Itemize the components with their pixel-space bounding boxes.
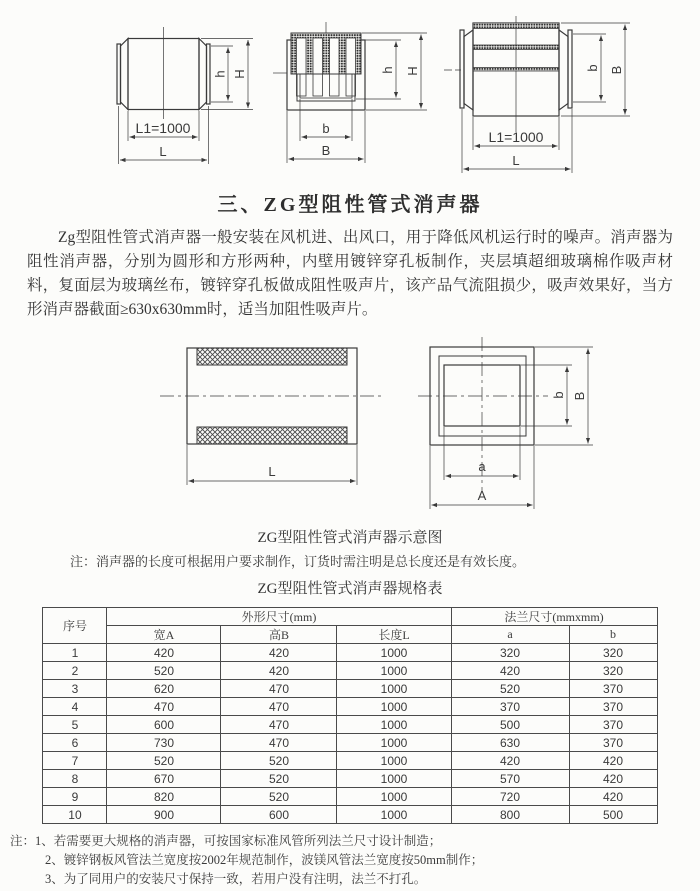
table-cell: 9 xyxy=(43,788,107,806)
table-cell: 1000 xyxy=(337,698,451,716)
table-cell: 730 xyxy=(107,734,221,752)
diagram-note: 注：消声器的长度可根据用户要求制作，订货时需注明是总长度还是有效长度。 xyxy=(70,554,526,569)
table-cell: 420 xyxy=(221,644,337,662)
dim-label-b: b xyxy=(551,391,566,399)
col-group-flange-dims: 法兰尺寸(mmxmm) xyxy=(451,608,657,626)
table-cell: 370 xyxy=(569,698,657,716)
table-row xyxy=(43,644,657,662)
dim-label-b: b xyxy=(585,64,600,72)
table-row xyxy=(43,680,657,698)
table-cell: 1000 xyxy=(337,734,451,752)
table-subheader: 长度L xyxy=(337,626,451,644)
table-cell: 8 xyxy=(43,770,107,788)
table-cell: 370 xyxy=(451,698,569,716)
table-cell: 470 xyxy=(221,734,337,752)
footnote: 2、镀锌钢板风管法兰宽度按2002年规范制作，波镁风管法兰宽度按50mm制作； xyxy=(45,853,484,867)
table-cell: 520 xyxy=(451,680,569,698)
table-cell: 420 xyxy=(451,662,569,680)
dim-label-H: H xyxy=(232,69,247,79)
table-cell: 600 xyxy=(221,806,337,824)
table-cell: 470 xyxy=(221,698,337,716)
table-row xyxy=(43,662,657,680)
table-cell: 1 xyxy=(43,644,107,662)
table-cell: 3 xyxy=(43,680,107,698)
table-cell: 1000 xyxy=(337,752,451,770)
table-header-row xyxy=(43,608,657,626)
table-cell: 10 xyxy=(43,806,107,824)
table-cell: 420 xyxy=(569,752,657,770)
square-silencer-drawing xyxy=(273,22,427,163)
table-row xyxy=(43,752,657,770)
table-cell: 370 xyxy=(569,734,657,752)
table-cell: 470 xyxy=(221,680,337,698)
table-cell: 420 xyxy=(569,770,657,788)
dim-label-L1: L1=1000 xyxy=(135,120,191,136)
dim-label-L: L xyxy=(268,464,276,479)
table-cell: 5 xyxy=(43,716,107,734)
table-cell: 1000 xyxy=(337,806,451,824)
dim-label-B: B xyxy=(572,391,587,401)
table-cell: 470 xyxy=(221,716,337,734)
table-cell: 630 xyxy=(451,734,569,752)
table-cell: 520 xyxy=(221,788,337,806)
table-subheader-row xyxy=(43,626,657,644)
table-cell: 420 xyxy=(107,644,221,662)
dim-label-L1: L1=1000 xyxy=(488,129,544,145)
table-subheader: 高B xyxy=(221,626,337,644)
col-header-index: 序号 xyxy=(43,608,107,644)
table-cell: 320 xyxy=(451,644,569,662)
side-view-schematic xyxy=(160,348,384,485)
spec-table xyxy=(42,607,657,824)
table-cell: 720 xyxy=(451,788,569,806)
table-cell: 800 xyxy=(451,806,569,824)
table-cell: 520 xyxy=(107,662,221,680)
table-cell: 1000 xyxy=(337,680,451,698)
table-title: ZG型阻性管式消声器规格表 xyxy=(257,581,443,597)
dim-label-h: h xyxy=(212,70,228,78)
table-cell: 570 xyxy=(451,770,569,788)
table-cell: 600 xyxy=(107,716,221,734)
table-subheader: 宽A xyxy=(107,626,221,644)
table-cell: 370 xyxy=(569,680,657,698)
footnote: 3、为了同用户的安装尺寸保持一致，若用户没有注明，法兰不打孔。 xyxy=(45,872,427,886)
dim-label-h: h xyxy=(380,66,395,74)
footnote: 注：1、若需要更大规格的消声器，可按国家标准风管所列法兰尺寸设计制造； xyxy=(10,834,442,848)
table-cell: 4 xyxy=(43,698,107,716)
table-cell: 900 xyxy=(107,806,221,824)
dim-label-B: B xyxy=(321,143,331,158)
dim-label-L: L xyxy=(159,144,167,159)
table-cell: 500 xyxy=(451,716,569,734)
col-group-outer-dims: 外形尺寸(mm) xyxy=(107,608,451,626)
table-cell: 470 xyxy=(107,698,221,716)
table-row xyxy=(43,806,657,824)
table-cell: 1000 xyxy=(337,716,451,734)
table-cell: 1000 xyxy=(337,788,451,806)
table-cell: 1000 xyxy=(337,662,451,680)
table-cell: 500 xyxy=(569,806,657,824)
table-cell: 520 xyxy=(107,752,221,770)
table-cell: 670 xyxy=(107,770,221,788)
table-cell: 6 xyxy=(43,734,107,752)
table-subheader: a xyxy=(451,626,569,644)
section-title: 三、ZG型阻性管式消声器 xyxy=(217,194,483,216)
table-cell: 1000 xyxy=(337,770,451,788)
top-technical-drawings xyxy=(0,0,700,186)
table-cell: 520 xyxy=(221,752,337,770)
table-row xyxy=(43,788,657,806)
dim-label-B: B xyxy=(609,65,624,75)
table-cell: 520 xyxy=(221,770,337,788)
cross-section-schematic xyxy=(418,337,593,509)
table-cell: 620 xyxy=(107,680,221,698)
circular-silencer-drawing xyxy=(117,27,253,164)
table-cell: 370 xyxy=(569,716,657,734)
table-row xyxy=(43,698,657,716)
schematic-drawings xyxy=(0,332,700,524)
diagram-caption: ZG型阻性管式消声器示意图 xyxy=(257,530,443,546)
description-paragraph: Zg型阻性管式消声器一般安装在风机进、出风口，用于降低风机运行时的噪声。消声器为阻性消声器，分别为圆形和方形两种，内壁用镀锌穿孔板制作，夹层填超细玻璃棉作吸声材料，复面层为玻璃丝布，镀锌穿孔板做成阻性吸声片，该产品气流阻损少，吸声效果好，当方形消声器截面≥630x630mm时，适当加阻性吸声片。 xyxy=(27,229,673,318)
table-cell: 820 xyxy=(107,788,221,806)
table-cell: 320 xyxy=(569,662,657,680)
dim-label-H: H xyxy=(405,66,420,76)
rect-silencer-drawing xyxy=(444,16,630,173)
table-row xyxy=(43,716,657,734)
table-row xyxy=(43,734,657,752)
table-cell: 2 xyxy=(43,662,107,680)
table-cell: 7 xyxy=(43,752,107,770)
table-cell: 420 xyxy=(451,752,569,770)
table-cell: 1000 xyxy=(337,644,451,662)
footnotes xyxy=(0,832,700,889)
table-cell: 420 xyxy=(221,662,337,680)
table-subheader: b xyxy=(569,626,657,644)
dim-label-b: b xyxy=(322,121,330,136)
table-row xyxy=(43,770,657,788)
table-cell: 420 xyxy=(569,788,657,806)
dim-label-a: a xyxy=(478,459,486,474)
dim-label-L: L xyxy=(512,153,520,168)
table-cell: 320 xyxy=(569,644,657,662)
dim-label-A: A xyxy=(477,488,487,503)
